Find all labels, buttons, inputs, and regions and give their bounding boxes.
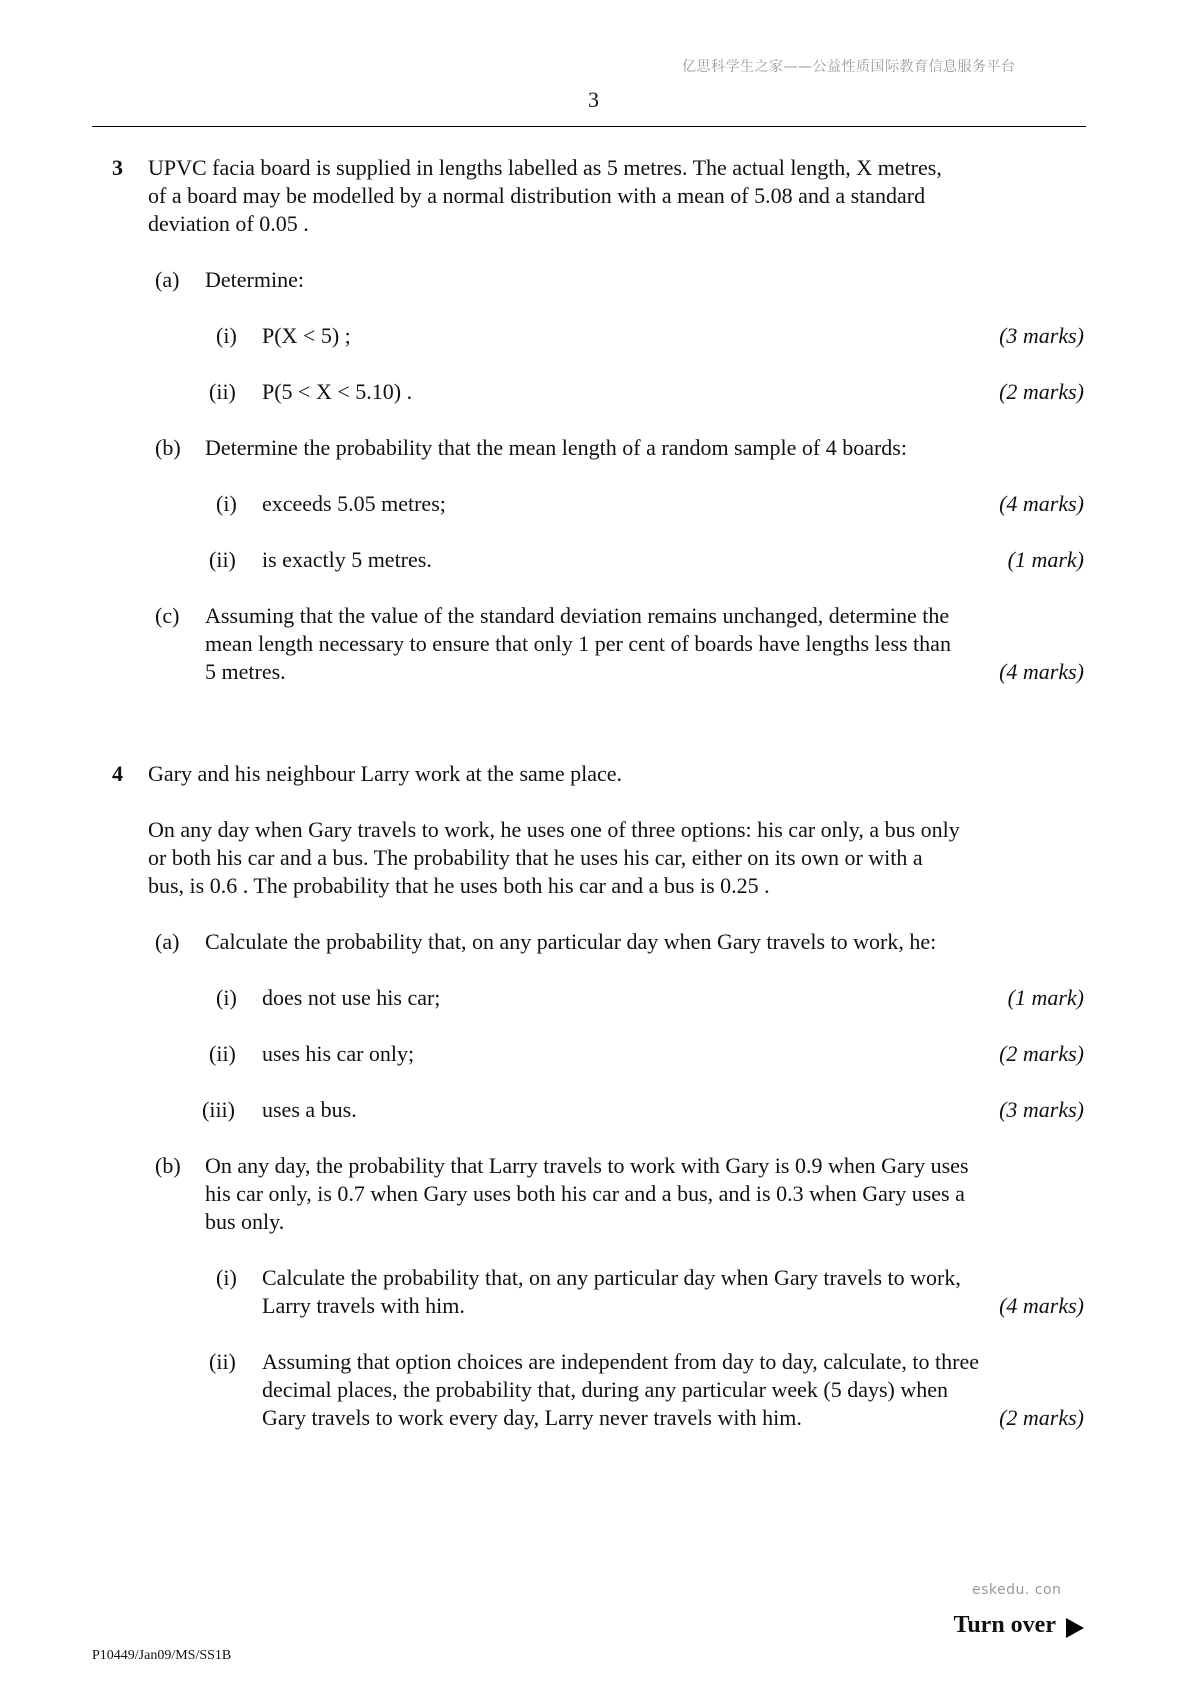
- q4a-i-text: does not use his car;: [262, 985, 441, 1010]
- q3c-line-3: 5 metres.: [205, 659, 286, 684]
- q4a-iii-label: (iii): [202, 1097, 235, 1122]
- q4b-i-marks: (4 marks): [999, 1293, 1084, 1318]
- q4a-i-marks: (1 mark): [1007, 985, 1084, 1010]
- q3b-i-text: exceeds 5.05 metres;: [262, 491, 446, 516]
- q3b-label: (b): [155, 435, 181, 460]
- q3c-line-2: mean length necessary to ensure that only 1 per cent of boards have lengths less than: [205, 631, 951, 656]
- turn-over-label: Turn over: [953, 1612, 1056, 1638]
- q3-intro-line-1: UPVC facia board is supplied in lengths labelled as 5 metres. The actual length, X metres,: [148, 155, 942, 180]
- q4b-ii-line-1: Assuming that option choices are independent from day to day, calculate, to three: [262, 1349, 980, 1374]
- q4a-ii-label: (ii): [209, 1041, 236, 1066]
- q3c-label: (c): [155, 603, 180, 628]
- q4-para-line-3: bus, is 0.6 . The probability that he uses both his car and a bus is 0.25 .: [148, 873, 770, 898]
- q3c-line-1: Assuming that the value of the standard deviation remains unchanged, determine the: [205, 603, 950, 628]
- q4b-ii-marks: (2 marks): [999, 1405, 1084, 1430]
- q3b-ii-label: (ii): [209, 547, 236, 572]
- q3a-i-label: (i): [216, 323, 237, 348]
- q3a-ii-marks: (2 marks): [999, 379, 1084, 404]
- q4b-label: (b): [155, 1153, 181, 1178]
- q4-intro: Gary and his neighbour Larry work at the same place.: [148, 761, 623, 786]
- q3a-ii-label: (ii): [209, 379, 236, 404]
- q4a-iii-text: uses a bus.: [262, 1097, 357, 1122]
- q3b-ii-text: is exactly 5 metres.: [262, 547, 432, 572]
- q3b-text: Determine the probability that the mean length of a random sample of 4 boards:: [205, 435, 907, 460]
- q4a-ii-text: uses his car only;: [262, 1041, 415, 1066]
- q3-intro-line-3: deviation of 0.05 .: [148, 211, 309, 236]
- q4-para-line-1: On any day when Gary travels to work, he uses one of three options: his car only, a bus only: [148, 817, 960, 842]
- q4a-ii-marks: (2 marks): [999, 1041, 1084, 1066]
- right-triangle-icon: [1066, 1618, 1084, 1638]
- turn-over: [954, 1612, 1084, 1639]
- q3-intro-line-2: of a board may be modelled by a normal distribution with a mean of 5.08 and a standard: [148, 183, 926, 208]
- q3c-marks: (4 marks): [999, 659, 1084, 684]
- q3a-i-marks: (3 marks): [999, 323, 1084, 348]
- paper-code: P10449/Jan09/MS/SS1B: [92, 1648, 232, 1663]
- q3b-ii-marks: (1 mark): [1007, 547, 1084, 572]
- top-watermark: 亿思科学生之家——公益性质国际教育信息服务平台: [682, 59, 1016, 75]
- q3a-ii-text: P(5 < X < 5.10) .: [262, 379, 413, 404]
- question-4-number: 4: [112, 761, 123, 786]
- q4b-ii-line-3: Gary travels to work every day, Larry never travels with him.: [262, 1405, 802, 1430]
- q4a-text: Calculate the probability that, on any particular day when Gary travels to work, he:: [205, 929, 937, 954]
- bottom-watermark: eskedu. con: [972, 1582, 1062, 1598]
- q3b-i-marks: (4 marks): [999, 491, 1084, 516]
- q4b-i-line-2: Larry travels with him.: [262, 1293, 465, 1318]
- q3a-text: Determine:: [205, 267, 304, 292]
- q4a-label: (a): [155, 929, 180, 954]
- q4b-line-1: On any day, the probability that Larry travels to work with Gary is 0.9 when Gary uses: [205, 1153, 969, 1178]
- header-rule: [92, 126, 1086, 127]
- q4b-i-label: (i): [216, 1265, 237, 1290]
- q4a-i-label: (i): [216, 985, 237, 1010]
- page-number: 3: [588, 87, 599, 112]
- q4b-line-3: bus only.: [205, 1209, 285, 1234]
- q4-para-line-2: or both his car and a bus. The probability that he uses his car, either on its own or with a: [148, 845, 923, 870]
- q3a-label: (a): [155, 267, 180, 292]
- q3a-i-text: P(X < 5) ;: [262, 323, 351, 348]
- q4a-iii-marks: (3 marks): [999, 1097, 1084, 1122]
- q4b-line-2: his car only, is 0.7 when Gary uses both his car and a bus, and is 0.3 when Gary uses a: [205, 1181, 965, 1206]
- q4b-i-line-1: Calculate the probability that, on any particular day when Gary travels to work,: [262, 1265, 961, 1290]
- q3b-i-label: (i): [216, 491, 237, 516]
- question-3-number: 3: [112, 155, 123, 180]
- q4b-ii-line-2: decimal places, the probability that, during any particular week (5 days) when: [262, 1377, 949, 1402]
- q4b-ii-label: (ii): [209, 1349, 236, 1374]
